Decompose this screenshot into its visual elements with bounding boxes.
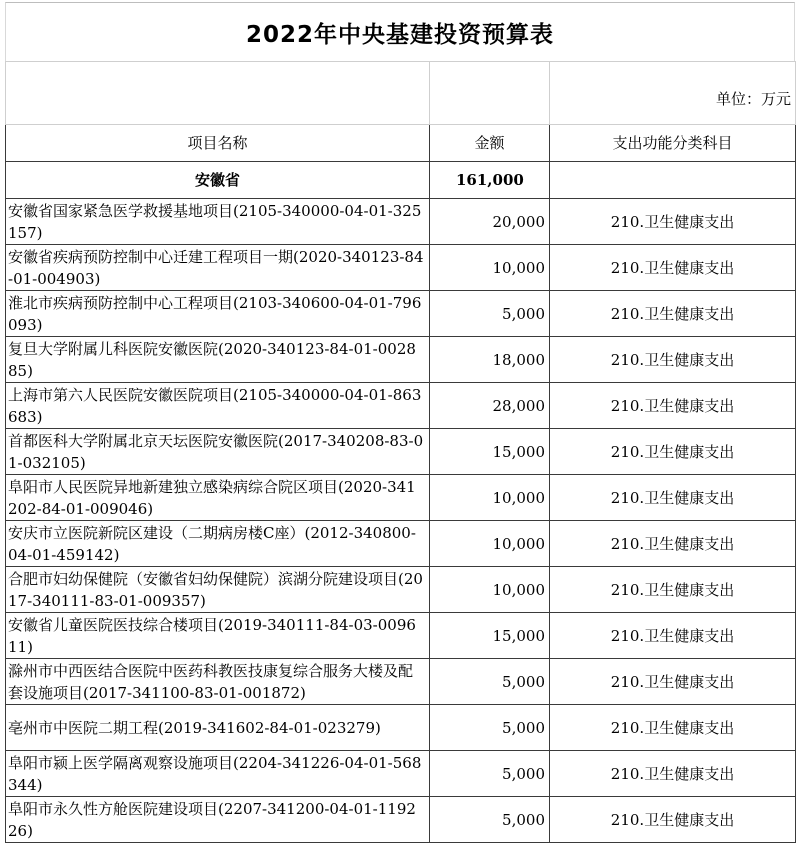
amount-cell: 20,000 bbox=[430, 199, 550, 245]
budget-sheet bbox=[5, 2, 795, 843]
table-row bbox=[6, 475, 796, 521]
project-name-cell: 上海市第六人民医院安徽医院项目(2105-340000-04-01-863683) bbox=[6, 383, 430, 429]
table-row bbox=[6, 199, 796, 245]
unit-row-blank-cell bbox=[6, 62, 430, 125]
category-cell: 210.卫生健康支出 bbox=[550, 751, 796, 797]
budget-table bbox=[5, 61, 796, 843]
table-row bbox=[6, 383, 796, 429]
project-name-cell: 安庆市立医院新院区建设（二期病房楼C座）(2012-340800-04-01-459142) bbox=[6, 521, 430, 567]
project-name-cell: 复旦大学附属儿科医院安徽医院(2020-340123-84-01-002885) bbox=[6, 337, 430, 383]
table-row bbox=[6, 751, 796, 797]
province-row bbox=[6, 162, 796, 199]
table-row bbox=[6, 797, 796, 843]
amount-cell: 10,000 bbox=[430, 475, 550, 521]
header-row bbox=[6, 125, 796, 162]
category-cell: 210.卫生健康支出 bbox=[550, 659, 796, 705]
table-row bbox=[6, 521, 796, 567]
table-row bbox=[6, 337, 796, 383]
category-cell: 210.卫生健康支出 bbox=[550, 291, 796, 337]
header-project-name: 项目名称 bbox=[6, 125, 430, 162]
category-cell: 210.卫生健康支出 bbox=[550, 613, 796, 659]
category-cell: 210.卫生健康支出 bbox=[550, 475, 796, 521]
category-cell: 210.卫生健康支出 bbox=[550, 567, 796, 613]
province-amount: 161,000 bbox=[430, 162, 550, 199]
category-cell: 210.卫生健康支出 bbox=[550, 705, 796, 751]
category-cell: 210.卫生健康支出 bbox=[550, 337, 796, 383]
amount-cell: 5,000 bbox=[430, 797, 550, 843]
category-cell: 210.卫生健康支出 bbox=[550, 199, 796, 245]
project-name-cell: 合肥市妇幼保健院（安徽省妇幼保健院）滨湖分院建设项目(2017-340111-83-01-009357) bbox=[6, 567, 430, 613]
province-name: 安徽省 bbox=[6, 162, 430, 199]
project-name-cell: 阜阳市人民医院异地新建独立感染病综合院区项目(2020-341202-84-01-009046) bbox=[6, 475, 430, 521]
amount-cell: 15,000 bbox=[430, 429, 550, 475]
page-title: 2022年中央基建投资预算表 bbox=[5, 2, 795, 61]
project-name-cell: 阜阳市颍上医学隔离观察设施项目(2204-341226-04-01-568344) bbox=[6, 751, 430, 797]
table-row bbox=[6, 567, 796, 613]
project-name-cell: 安徽省儿童医院医技综合楼项目(2019-340111-84-03-009611) bbox=[6, 613, 430, 659]
table-row bbox=[6, 659, 796, 705]
project-name-cell: 亳州市中医院二期工程(2019-341602-84-01-023279) bbox=[6, 705, 430, 751]
amount-cell: 15,000 bbox=[430, 613, 550, 659]
amount-cell: 18,000 bbox=[430, 337, 550, 383]
category-cell: 210.卫生健康支出 bbox=[550, 797, 796, 843]
project-name-cell: 滁州市中西医结合医院中医药科教医技康复综合服务大楼及配套设施项目(2017-341100-83-01-001872) bbox=[6, 659, 430, 705]
unit-row bbox=[6, 62, 796, 125]
amount-cell: 5,000 bbox=[430, 291, 550, 337]
header-amount: 金额 bbox=[430, 125, 550, 162]
table-row bbox=[6, 613, 796, 659]
unit-label: 单位：万元 bbox=[550, 62, 796, 125]
project-name-cell: 安徽省疾病预防控制中心迁建工程项目一期(2020-340123-84-01-004903) bbox=[6, 245, 430, 291]
amount-cell: 10,000 bbox=[430, 521, 550, 567]
amount-cell: 5,000 bbox=[430, 705, 550, 751]
amount-cell: 10,000 bbox=[430, 567, 550, 613]
category-cell: 210.卫生健康支出 bbox=[550, 383, 796, 429]
category-cell: 210.卫生健康支出 bbox=[550, 245, 796, 291]
amount-cell: 28,000 bbox=[430, 383, 550, 429]
table-row bbox=[6, 245, 796, 291]
header-category: 支出功能分类科目 bbox=[550, 125, 796, 162]
unit-row-blank-cell bbox=[430, 62, 550, 125]
amount-cell: 5,000 bbox=[430, 751, 550, 797]
table-row bbox=[6, 291, 796, 337]
project-name-cell: 淮北市疾病预防控制中心工程项目(2103-340600-04-01-796093) bbox=[6, 291, 430, 337]
amount-cell: 10,000 bbox=[430, 245, 550, 291]
table-row bbox=[6, 429, 796, 475]
category-cell: 210.卫生健康支出 bbox=[550, 429, 796, 475]
amount-cell: 5,000 bbox=[430, 659, 550, 705]
table-row bbox=[6, 705, 796, 751]
project-name-cell: 首都医科大学附属北京天坛医院安徽医院(2017-340208-83-01-032105) bbox=[6, 429, 430, 475]
category-cell: 210.卫生健康支出 bbox=[550, 521, 796, 567]
province-category bbox=[550, 162, 796, 199]
project-name-cell: 阜阳市永久性方舱医院建设项目(2207-341200-04-01-119226) bbox=[6, 797, 430, 843]
project-name-cell: 安徽省国家紧急医学救援基地项目(2105-340000-04-01-325157) bbox=[6, 199, 430, 245]
